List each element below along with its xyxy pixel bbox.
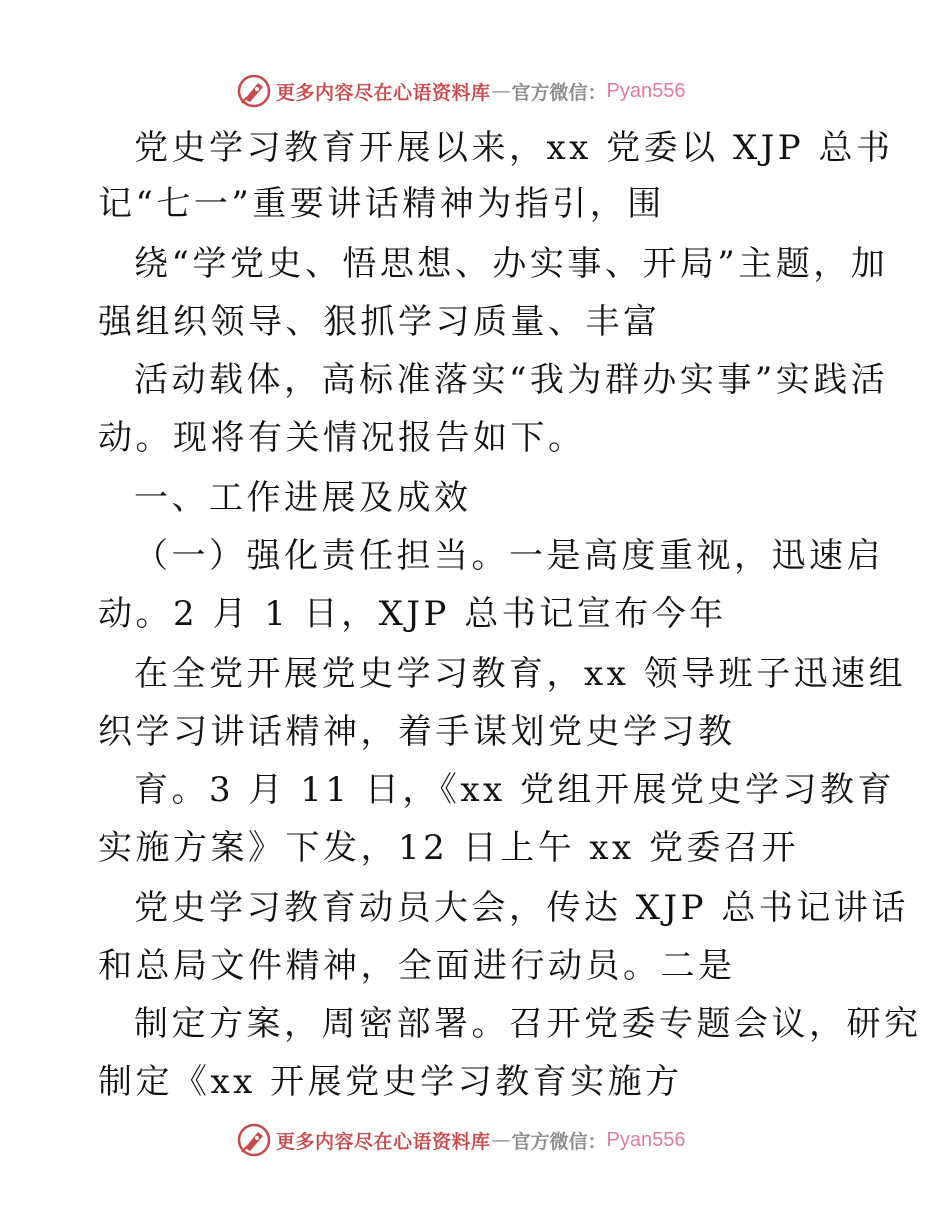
body-line: 制定《xx 开展党史学习教育实施方: [98, 1062, 683, 1102]
header-watermark: [236, 73, 686, 109]
body-line: （一）强化责任担当。一是高度重视，迅速启: [134, 536, 884, 576]
watermark-wechat-label: 官方微信：: [511, 1130, 607, 1153]
body-line: 制定方案，周密部署。召开党委专题会议，研究: [134, 1004, 922, 1044]
watermark-wechat-id: Pyan556: [606, 79, 686, 102]
section-heading: 一、工作进展及成效: [134, 478, 472, 518]
body-line: 育。3 月 11 日，《xx 党组开展党史学习教育: [134, 770, 895, 810]
body-line: 织学习讲话精神，着手谋划党史学习教: [98, 712, 736, 752]
body-line: 在全党开展党史学习教育，xx 领导班子迅速组: [134, 654, 907, 694]
watermark-text: 更多内容尽在心语资料库: [276, 81, 491, 104]
body-line: 动。2 月 1 日，XJP 总书记宣布今年: [98, 594, 727, 634]
pen-nib-logo-icon: [236, 73, 272, 109]
body-line: 绕“学党史、悟思想、办实事、开局”主题，加: [134, 244, 889, 284]
watermark-wechat-id: Pyan556: [606, 1128, 686, 1151]
body-line: 党史学习教育开展以来，xx 党委以 XJP 总书: [134, 128, 894, 168]
body-line: 动。现将有关情况报告如下。: [98, 418, 586, 458]
watermark-text: 更多内容尽在心语资料库: [276, 1130, 491, 1153]
body-line: 强组织领导、狠抓学习质量、丰富: [98, 302, 661, 342]
watermark-wechat-label: 官方微信：: [511, 81, 607, 104]
watermark-dash: —: [491, 1129, 511, 1151]
body-line: 实施方案》下发，12 日上午 xx 党委召开: [98, 828, 800, 868]
body-line: 和总局文件精神，全面进行动员。二是: [98, 946, 736, 986]
body-line: 党史学习教育动员大会，传达 XJP 总书记讲话: [134, 888, 909, 928]
body-line: 活动载体，高标准落实“我为群办实事”实践活: [134, 360, 889, 400]
footer-watermark: [236, 1122, 686, 1158]
watermark-dash: —: [491, 80, 511, 102]
pen-nib-logo-icon: [236, 1122, 272, 1158]
body-line: 记“七一”重要讲话精神为指引，围: [98, 184, 665, 224]
